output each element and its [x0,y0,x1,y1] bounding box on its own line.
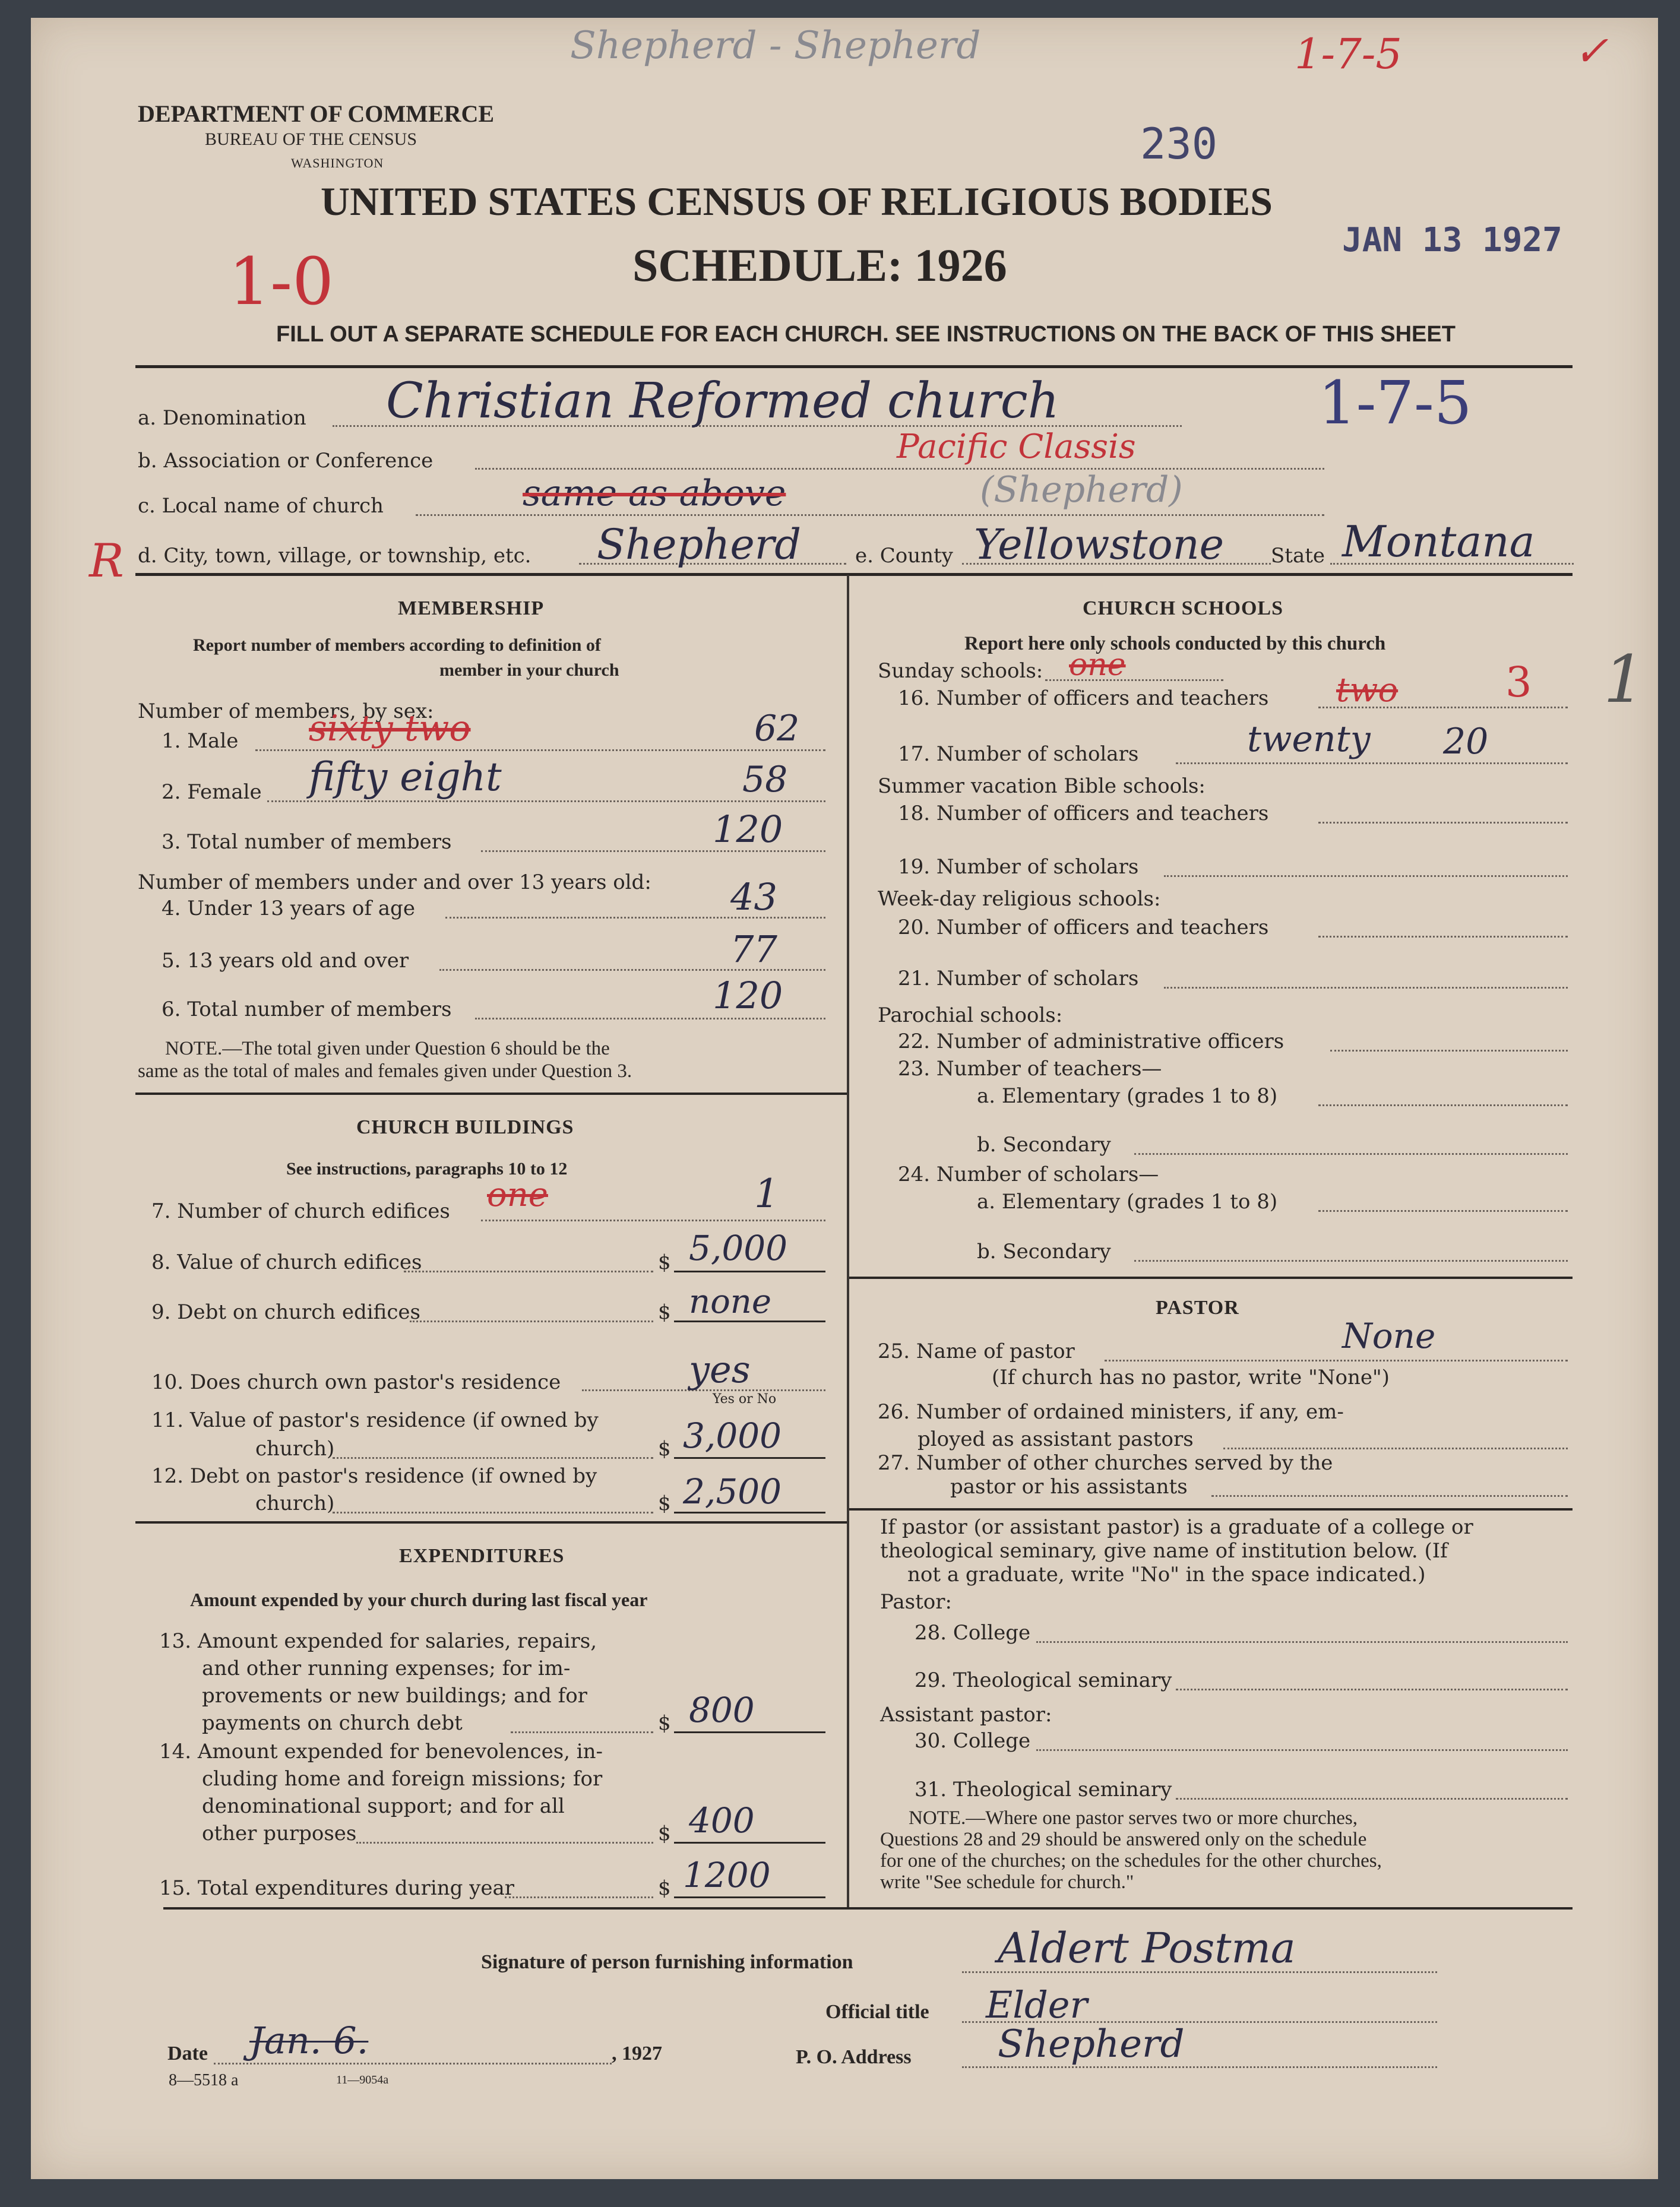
q25-pastor-value[interactable]: None [1342,1316,1436,1356]
q13-label-3: provements or new buildings; and for [202,1684,587,1708]
q1-male-value[interactable]: 62 [754,708,800,749]
graduate-instructions: If pastor (or assistant pastor) is a graduate of a college or [880,1515,1473,1539]
q14-label-2: cluding home and foreign missions; for [202,1767,603,1791]
q6-total-value[interactable]: 120 [713,974,783,1017]
schedule-year: SCHEDULE: 1926 [632,239,1007,291]
po-address-line [962,2066,1437,2068]
q5-label: 5. 13 years old and over [162,949,409,973]
q31-line [1176,1798,1568,1800]
q11-value-residence[interactable]: 3,000 [683,1416,782,1456]
q10-hint: Yes or No [713,1392,777,1407]
q14-label-3: denominational support; and for all [202,1794,565,1818]
q21-line [1164,987,1568,989]
q13-label-4: payments on church debt [202,1711,463,1735]
q2-line [267,800,825,802]
q22-line [1330,1050,1568,1052]
signature-label: Signature of person furnishing information [481,1951,853,1973]
summer-schools-label: Summer vacation Bible schools: [878,774,1206,798]
q30-label: 30. College [915,1729,1031,1753]
q27-label-2: pastor or his assistants [950,1475,1188,1499]
q7-line [481,1220,825,1221]
q14-label: 14. Amount expended for benevolences, in- [159,1740,603,1763]
q1-line [255,749,825,751]
graduate-instructions-2: theological seminary, give name of institution below. (If [880,1539,1448,1563]
q4-label: 4. Under 13 years of age [162,897,415,920]
q12-label-2: church) [255,1492,335,1515]
city-label: d. City, town, village, or township, etc. [138,544,531,568]
membership-intro-2: member in your church [439,660,619,680]
denomination-label: a. Denomination [138,406,306,430]
buildings-rule [135,1521,847,1524]
local-name-label: c. Local name of church [138,494,384,518]
city-value[interactable]: Shepherd [597,520,802,569]
q14-benevolence-value[interactable]: 400 [689,1800,755,1841]
q13-line [511,1731,653,1733]
q23-label: 23. Number of teachers— [898,1057,1162,1081]
q20-label: 20. Number of officers and teachers [898,916,1269,939]
weekday-schools-label: Week-day religious schools: [878,887,1161,911]
q13-answer-line [674,1731,825,1733]
local-name-line [416,514,1324,516]
q11-answer-line [674,1457,825,1459]
q12-debt-residence[interactable]: 2,500 [683,1471,782,1512]
pastor-note-2: Questions 28 and 29 should be answered only on the schedule [880,1829,1367,1850]
q20-line [1318,936,1568,938]
q25-hint: (If church has no pastor, write "None") [992,1366,1390,1389]
q8-value-edifices[interactable]: 5,000 [689,1228,788,1268]
q8-line [404,1271,653,1272]
sunday-schools-value[interactable]: one [1069,647,1126,683]
local-name-note: (Shepherd) [980,469,1183,511]
association-value[interactable]: Pacific Classis [897,428,1136,466]
membership-rule [135,1093,847,1095]
membership-heading: MEMBERSHIP [398,597,545,619]
expenditures-subheading: Amount expended by your church during last fiscal year [190,1589,648,1610]
pastor-note-3: for one of the churches; on the schedules for the other churches, [880,1850,1382,1872]
buildings-subheading: See instructions, paragraphs 10 to 12 [286,1159,568,1179]
expenditures-heading: EXPENDITURES [399,1545,565,1567]
q17-line [1176,762,1568,764]
q11-label-2: church) [255,1437,335,1461]
q14-line [356,1842,653,1844]
q31-label: 31. Theological seminary [915,1778,1172,1801]
q14-dollar: $ [658,1822,671,1845]
q11-label: 11. Value of pastor's residence (if owned by [151,1408,599,1432]
q23b-line [1134,1153,1568,1155]
q30-line [1036,1749,1568,1751]
pastor-note: NOTE.—Where one pastor serves two or more churches, [909,1807,1358,1829]
top-name-annotation: Shepherd - Shepherd [570,24,981,68]
q19-line [1164,875,1568,877]
q12-label: 12. Debt on pastor's residence (if owned by [151,1464,597,1488]
q7-edifices-value[interactable]: 1 [754,1171,779,1217]
q24a-label: a. Elementary (grades 1 to 8) [977,1190,1278,1214]
date-line [214,2063,612,2064]
q23a-line [1318,1104,1568,1106]
association-label: b. Association or Conference [138,449,434,473]
stamp-number: 230 [1140,119,1218,169]
q10-residence-value[interactable]: yes [689,1348,751,1391]
q15-answer-line [674,1896,825,1898]
q22-label: 22. Number of administrative officers [898,1030,1284,1053]
bureau-heading: BUREAU OF THE CENSUS [205,129,417,149]
q2-female-value[interactable]: 58 [742,759,788,800]
q14-answer-line [674,1842,825,1844]
q6-line [475,1018,825,1019]
q2-words: fifty eight [309,754,502,800]
assistant-pastor-sublabel: Assistant pastor: [880,1703,1052,1727]
q7-words: one [487,1176,548,1214]
po-address-value[interactable]: Shepherd [998,2022,1185,2066]
pastor-sublabel: Pastor: [880,1590,952,1614]
church-schools-heading: CHURCH SCHOOLS [1083,597,1283,619]
q25-line [1105,1360,1568,1361]
church-buildings-heading: CHURCH BUILDINGS [356,1116,574,1138]
q18-line [1318,822,1568,824]
q21-label: 21. Number of scholars [898,967,1139,990]
q13-label: 13. Amount expended for salaries, repairs, [159,1629,597,1653]
membership-note: NOTE.—The total given under Question 6 should be the [165,1038,610,1059]
margin-r-annotation: R [89,534,124,588]
by-age-label: Number of members under and over 13 years old: [138,870,651,894]
q16-words: two [1336,671,1399,710]
q15-label: 15. Total expenditures during year [159,1876,515,1900]
print-number: 11—9054a [336,2073,389,2086]
q12-line [333,1512,653,1513]
q17-words: twenty [1247,718,1371,760]
graduate-instructions-3: not a graduate, write "No" in the space indicated.) [907,1563,1426,1587]
q24-label: 24. Number of scholars— [898,1163,1159,1186]
top-code-annotation: 1-7-5 [1295,30,1402,78]
date-label: Date [167,2043,208,2064]
association-line [475,468,1324,470]
q27-label: 27. Number of other churches served by the [878,1451,1333,1475]
q24b-label: b. Secondary [977,1240,1111,1264]
q25-label: 25. Name of pastor [878,1340,1075,1363]
date-value[interactable]: Jan. 6. [249,2019,369,2062]
q3-total-value[interactable]: 120 [713,808,783,851]
q18-label: 18. Number of officers and teachers [898,802,1269,825]
q9-dollar: $ [658,1300,671,1324]
q15-line [505,1896,653,1898]
signature-value[interactable]: Aldert Postma [998,1924,1296,1972]
q8-answer-line [674,1271,825,1272]
q2-label: 2. Female [162,780,262,804]
footer-rule [163,1907,1573,1910]
q11-dollar: $ [658,1437,671,1461]
check-mark-icon: ✓ [1574,27,1609,75]
pastor-rule [849,1508,1573,1511]
pastor-note-4: write "See schedule for church." [880,1872,1134,1893]
dept-heading: DEPARTMENT OF COMMERCE [138,100,495,127]
sunday-schools-label: Sunday schools: [878,659,1043,683]
membership-note-2: same as the total of males and females given under Question 3. [138,1060,632,1082]
denomination-code-annotation: 1-7-5 [1318,368,1472,438]
q28-line [1036,1641,1568,1643]
q1-label: 1. Male [162,729,239,753]
q1-words: sixty two [309,708,471,749]
county-value[interactable]: Yellowstone [974,520,1225,569]
q16-label: 16. Number of officers and teachers [898,686,1269,710]
q9-debt-value[interactable]: none [689,1283,771,1321]
official-title-label: Official title [825,2001,929,2023]
date-year: , 1927 [612,2043,662,2064]
q17-label: 17. Number of scholars [898,742,1139,766]
q13-dollar: $ [658,1711,671,1735]
q12-dollar: $ [658,1492,671,1515]
q9-line [410,1321,653,1322]
po-address-label: P. O. Address [796,2046,912,2068]
q29-line [1176,1689,1568,1690]
parochial-schools-label: Parochial schools: [878,1003,1063,1027]
q27-line [1211,1495,1568,1497]
state-value[interactable]: Montana [1342,517,1535,566]
local-name-value[interactable]: same as above [523,473,786,514]
q26-label: 26. Number of ordained ministers, if any, em- [878,1400,1344,1424]
q4-under13-value[interactable]: 43 [730,875,777,919]
pastor-heading: PASTOR [1156,1297,1239,1319]
by-sex-label: Number of members, by sex: [138,699,434,723]
schools-rule [849,1277,1573,1279]
q12-answer-line [674,1512,825,1513]
left-code-annotation: 1-0 [229,243,334,319]
identity-rule [135,573,1573,576]
q13-label-2: and other running expenses; for im- [202,1657,571,1680]
q11-line [333,1457,653,1459]
column-divider [847,575,849,1908]
county-label: e. County [855,544,953,568]
q5-over13-value[interactable]: 77 [730,927,777,971]
q8-label: 8. Value of church edifices [151,1250,422,1274]
membership-intro: Report number of members according to definition of [193,635,601,655]
q17-scholars-value[interactable]: 20 [1443,721,1489,762]
q19-label: 19. Number of scholars [898,855,1139,879]
schools-subheading: Report here only schools conducted by this church [964,633,1386,654]
state-label: State [1271,544,1325,568]
denomination-value[interactable]: Christian Reformed church [386,373,1059,429]
q10-label: 10. Does church own pastor's residence [151,1370,561,1394]
q8-dollar: $ [658,1250,671,1274]
received-date-stamp: JAN 13 1927 [1342,221,1562,259]
city-heading: WASHINGTON [291,156,384,170]
q14-label-4: other purposes [202,1822,357,1845]
q3-label: 3. Total number of members [162,830,452,854]
q28-label: 28. College [915,1621,1031,1645]
q24b-line [1134,1260,1568,1262]
q13-expenses-value[interactable]: 800 [689,1690,755,1730]
q15-total-value[interactable]: 1200 [683,1855,771,1895]
q15-dollar: $ [658,1876,671,1900]
fill-instructions: FILL OUT A SEPARATE SCHEDULE FOR EACH CHURCH. SEE INSTRUCTIONS ON THE BACK OF THIS SHEET [276,322,1456,347]
official-title-value[interactable]: Elder [986,1983,1088,2026]
q26-line [1223,1448,1568,1449]
q16-teachers-value[interactable]: 3 [1505,658,1532,707]
q9-label: 9. Debt on church edifices [151,1300,420,1324]
right-margin-mark: 1 [1603,641,1645,717]
q24a-line [1318,1210,1568,1212]
q26-label-2: ployed as assistant pastors [917,1427,1194,1451]
q29-label: 29. Theological seminary [915,1668,1172,1692]
form-number: 8—5518 a [169,2071,239,2089]
q7-label: 7. Number of church edifices [151,1199,450,1223]
q23a-label: a. Elementary (grades 1 to 8) [977,1084,1278,1108]
form-title: UNITED STATES CENSUS OF RELIGIOUS BODIES [321,179,1273,224]
q23b-label: b. Secondary [977,1133,1111,1157]
q6-label: 6. Total number of members [162,998,452,1021]
